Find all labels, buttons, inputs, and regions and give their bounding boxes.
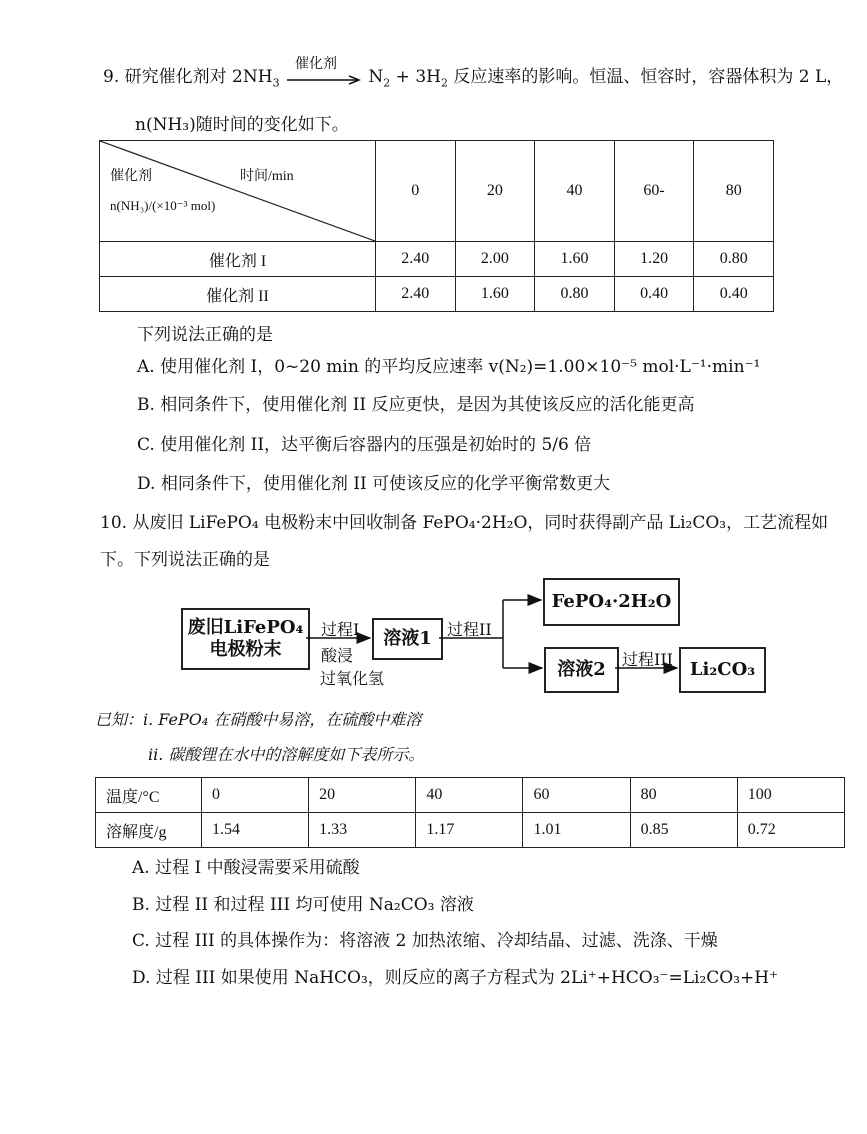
step1-reagent-1: 酸浸 [321, 646, 354, 665]
solubility-table [95, 777, 845, 848]
flow-box-product: FePO₄·2H₂O [543, 578, 680, 626]
q10-option-b: B. 过程 II 和过程 III 均可使用 Na₂CO₃ 溶液 [132, 895, 474, 915]
catalyst-label: 催化剂 [294, 55, 337, 72]
table-cell: 0.40 [694, 277, 774, 312]
row-label: 溶解度/g [96, 813, 202, 848]
table-cell: 2.00 [455, 242, 535, 277]
time-cell: 80 [694, 141, 774, 242]
table-cell: 0.72 [737, 813, 844, 848]
table-cell: 0.40 [614, 277, 694, 312]
table-cell: 2.40 [376, 277, 456, 312]
q10-option-c: C. 过程 III 的具体操作为：将溶液 2 加热浓缩、冷却结晶、过滤、洗涤、干燥 [132, 931, 718, 951]
q9-option-a: A. 使用催化剂 I，0~20 min 的平均反应速率 v(N₂)=1.00×10⁻⁵ mol·L⁻¹·min⁻¹ [137, 357, 761, 377]
q9-option-d: D. 相同条件下，使用催化剂 II 可使该反应的化学平衡常数更大 [137, 474, 611, 494]
flow-box-solution2: 溶液2 [544, 647, 619, 693]
table-cell: 0.80 [535, 277, 615, 312]
q10-option-a: A. 过程 I 中酸浸需要采用硫酸 [132, 858, 360, 878]
header-amount: n(NH₃)/(×10⁻³ mol) [110, 198, 216, 213]
table-cell: 80 [630, 778, 737, 813]
q9-text-b: 反应速率的影响。恒温、恒容时，容器体积为 2 L， [453, 67, 844, 87]
time-cell: 20 [455, 141, 535, 242]
table-cell: 1.01 [523, 813, 630, 848]
table-cell: 1.60 [535, 242, 615, 277]
q9-prompt: 下列说法正确的是 [137, 325, 273, 345]
table-cell: 0 [202, 778, 309, 813]
step3-label: 过程III [622, 650, 673, 669]
table-cell: 1.33 [309, 813, 416, 848]
table-cell: 60 [523, 778, 630, 813]
table-cell: 2.40 [376, 242, 456, 277]
known-1: 已知：i. FePO₄ 在硝酸中易溶，在硫酸中难溶 [95, 710, 422, 729]
q10-stem-line2: 下。下列说法正确的是 [100, 550, 270, 570]
q9-option-c: C. 使用催化剂 II，达平衡后容器内的压强是初始时的 5/6 倍 [137, 435, 592, 455]
time-cell: 0 [376, 141, 456, 242]
header-time: 时间/min [240, 169, 294, 184]
table-cell: 1.54 [202, 813, 309, 848]
header-catalyst: 催化剂 [110, 169, 152, 184]
row-label: 温度/°C [96, 778, 202, 813]
row-label: 催化剂 II [100, 277, 376, 312]
time-cell: 40 [535, 141, 615, 242]
q10-option-d: D. 过程 III 如果使用 NaHCO₃，则反应的离子方程式为 2Li⁺+HCO₃⁻=Li₂CO₃+H⁺ [132, 968, 779, 988]
flow-box-start: 废旧LiFePO₄ 电极粉末 [181, 608, 310, 670]
table-row [96, 813, 845, 848]
known-2: ii. 碳酸锂在水中的溶解度如下表所示。 [148, 745, 425, 764]
step1-label: 过程I [321, 620, 360, 639]
time-cell: 60- [614, 141, 694, 242]
table-cell: 0.85 [630, 813, 737, 848]
table-cell: 1.17 [416, 813, 523, 848]
flow-box-li2co3: Li₂CO₃ [679, 647, 766, 693]
q9-text-a: 研究催化剂对 [124, 67, 227, 87]
q9-number: 9. [103, 67, 120, 87]
reaction-equation: $2NH_3$ 催化剂 $N_2 + 3H_2$ [232, 67, 453, 87]
table-cell: 100 [737, 778, 844, 813]
table-cell: 1.20 [614, 242, 694, 277]
table-cell: 0.80 [694, 242, 774, 277]
q9-stem-line2: n(NH₃)随时间的变化如下。 [135, 115, 349, 135]
table-row [96, 778, 845, 813]
q10-stem-line1: 10. 从废旧 LiFePO₄ 电极粉末中回收制备 FePO₄·2H₂O，同时获得副产品 Li₂CO₃，工艺流程如 [100, 513, 829, 533]
q9-option-b: B. 相同条件下，使用催化剂 II 反应更快，是因为其使该反应的活化能更高 [137, 395, 695, 415]
table-cell: 40 [416, 778, 523, 813]
step1-reagent-2: 过氧化氢 [320, 669, 385, 688]
step2-label: 过程II [447, 620, 492, 639]
table-cell: 20 [309, 778, 416, 813]
flow-box-solution1: 溶液1 [372, 618, 443, 660]
table-cell: 1.60 [455, 277, 535, 312]
row-label: 催化剂 I [100, 242, 376, 277]
